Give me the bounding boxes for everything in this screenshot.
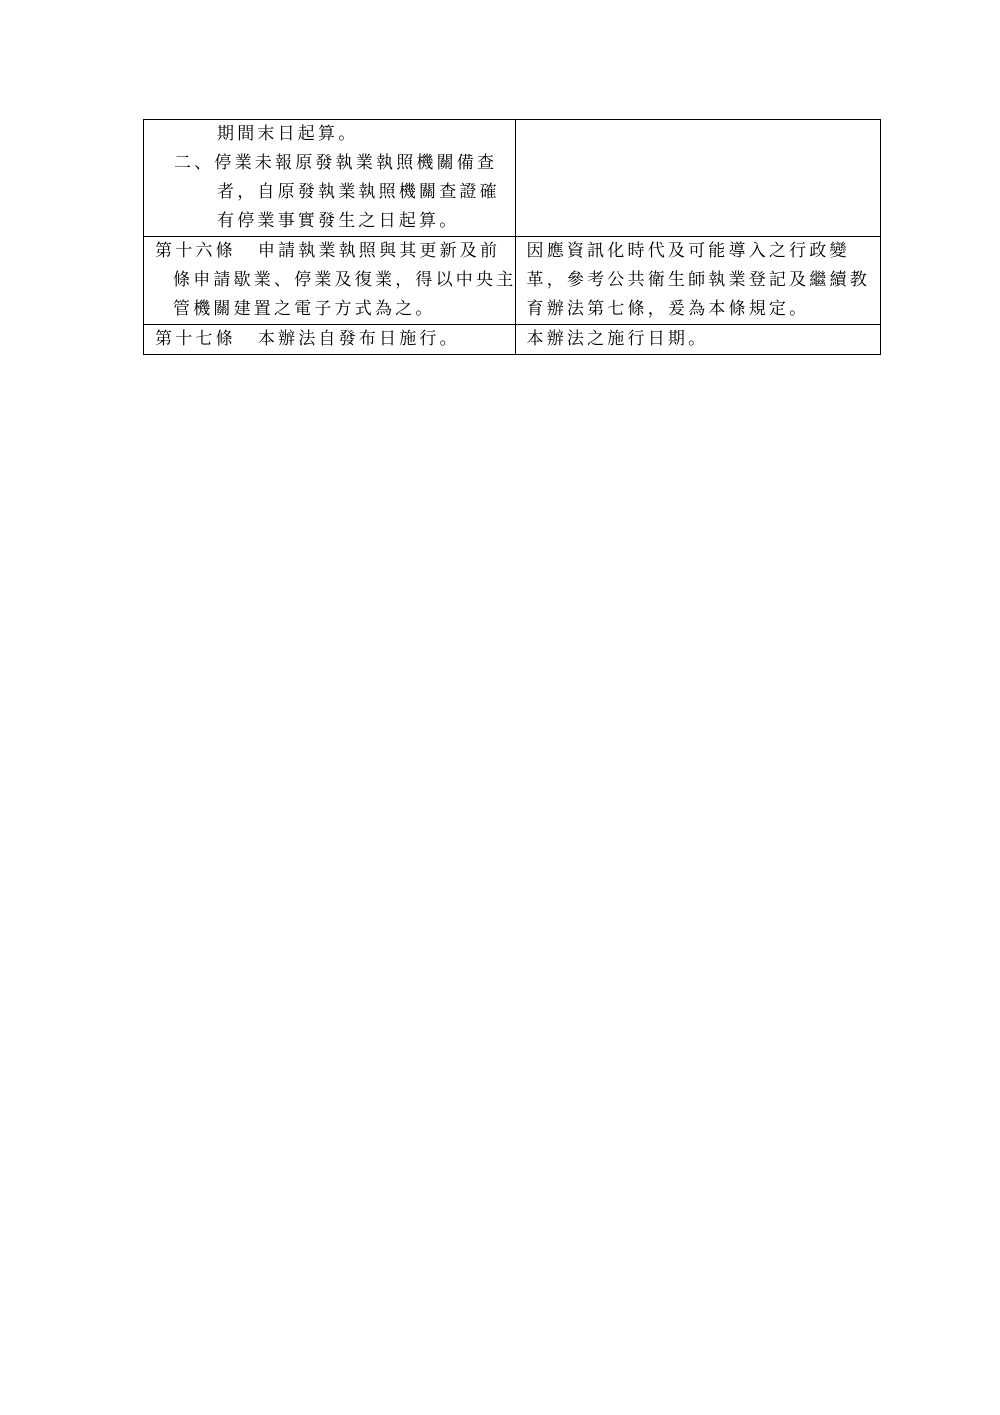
article-text-cell <box>144 325 516 355</box>
table-row <box>144 237 881 325</box>
list-item-text: 停業未報原發執業執照機關備查 <box>214 153 498 173</box>
article-number: 第十七條 <box>155 329 236 349</box>
explanation-text: 育辦法第七條，爰為本條規定。 <box>526 299 810 319</box>
continuation-line: 期間末日起算。 <box>217 124 359 144</box>
list-marker: 二、 <box>174 153 215 173</box>
explanation-cell <box>515 120 881 237</box>
article-text-cell <box>144 237 516 325</box>
article-text: 條申請歇業、停業及復業，得以中央主 <box>173 270 517 290</box>
table-row <box>144 325 881 355</box>
article-number: 第十六條 <box>155 241 236 261</box>
list-item-text: 者，自原發執業執照機關查證確 <box>217 182 500 202</box>
explanation-text: 革，參考公共衛生師執業登記及繼續教 <box>526 270 870 290</box>
explanation-text: 本辦法之施行日期。 <box>526 329 709 349</box>
regulation-comparison-table <box>143 119 881 355</box>
explanation-cell <box>515 325 881 355</box>
article-first-line <box>144 325 515 354</box>
article-text: 管機關建置之電子方式為之。 <box>173 299 436 319</box>
explanation-text: 因應資訊化時代及可能導入之行政變 <box>526 241 850 261</box>
explanation-cell <box>515 237 881 325</box>
list-item-2 <box>144 149 515 178</box>
article-first-line <box>144 237 515 266</box>
article-text: 本辦法自發布日施行。 <box>257 329 460 349</box>
article-text-cell <box>144 120 516 237</box>
list-item-text: 有停業事實發生之日起算。 <box>217 211 460 231</box>
table-row <box>144 120 881 237</box>
article-text: 申請執業執照與其更新及前 <box>257 241 501 261</box>
